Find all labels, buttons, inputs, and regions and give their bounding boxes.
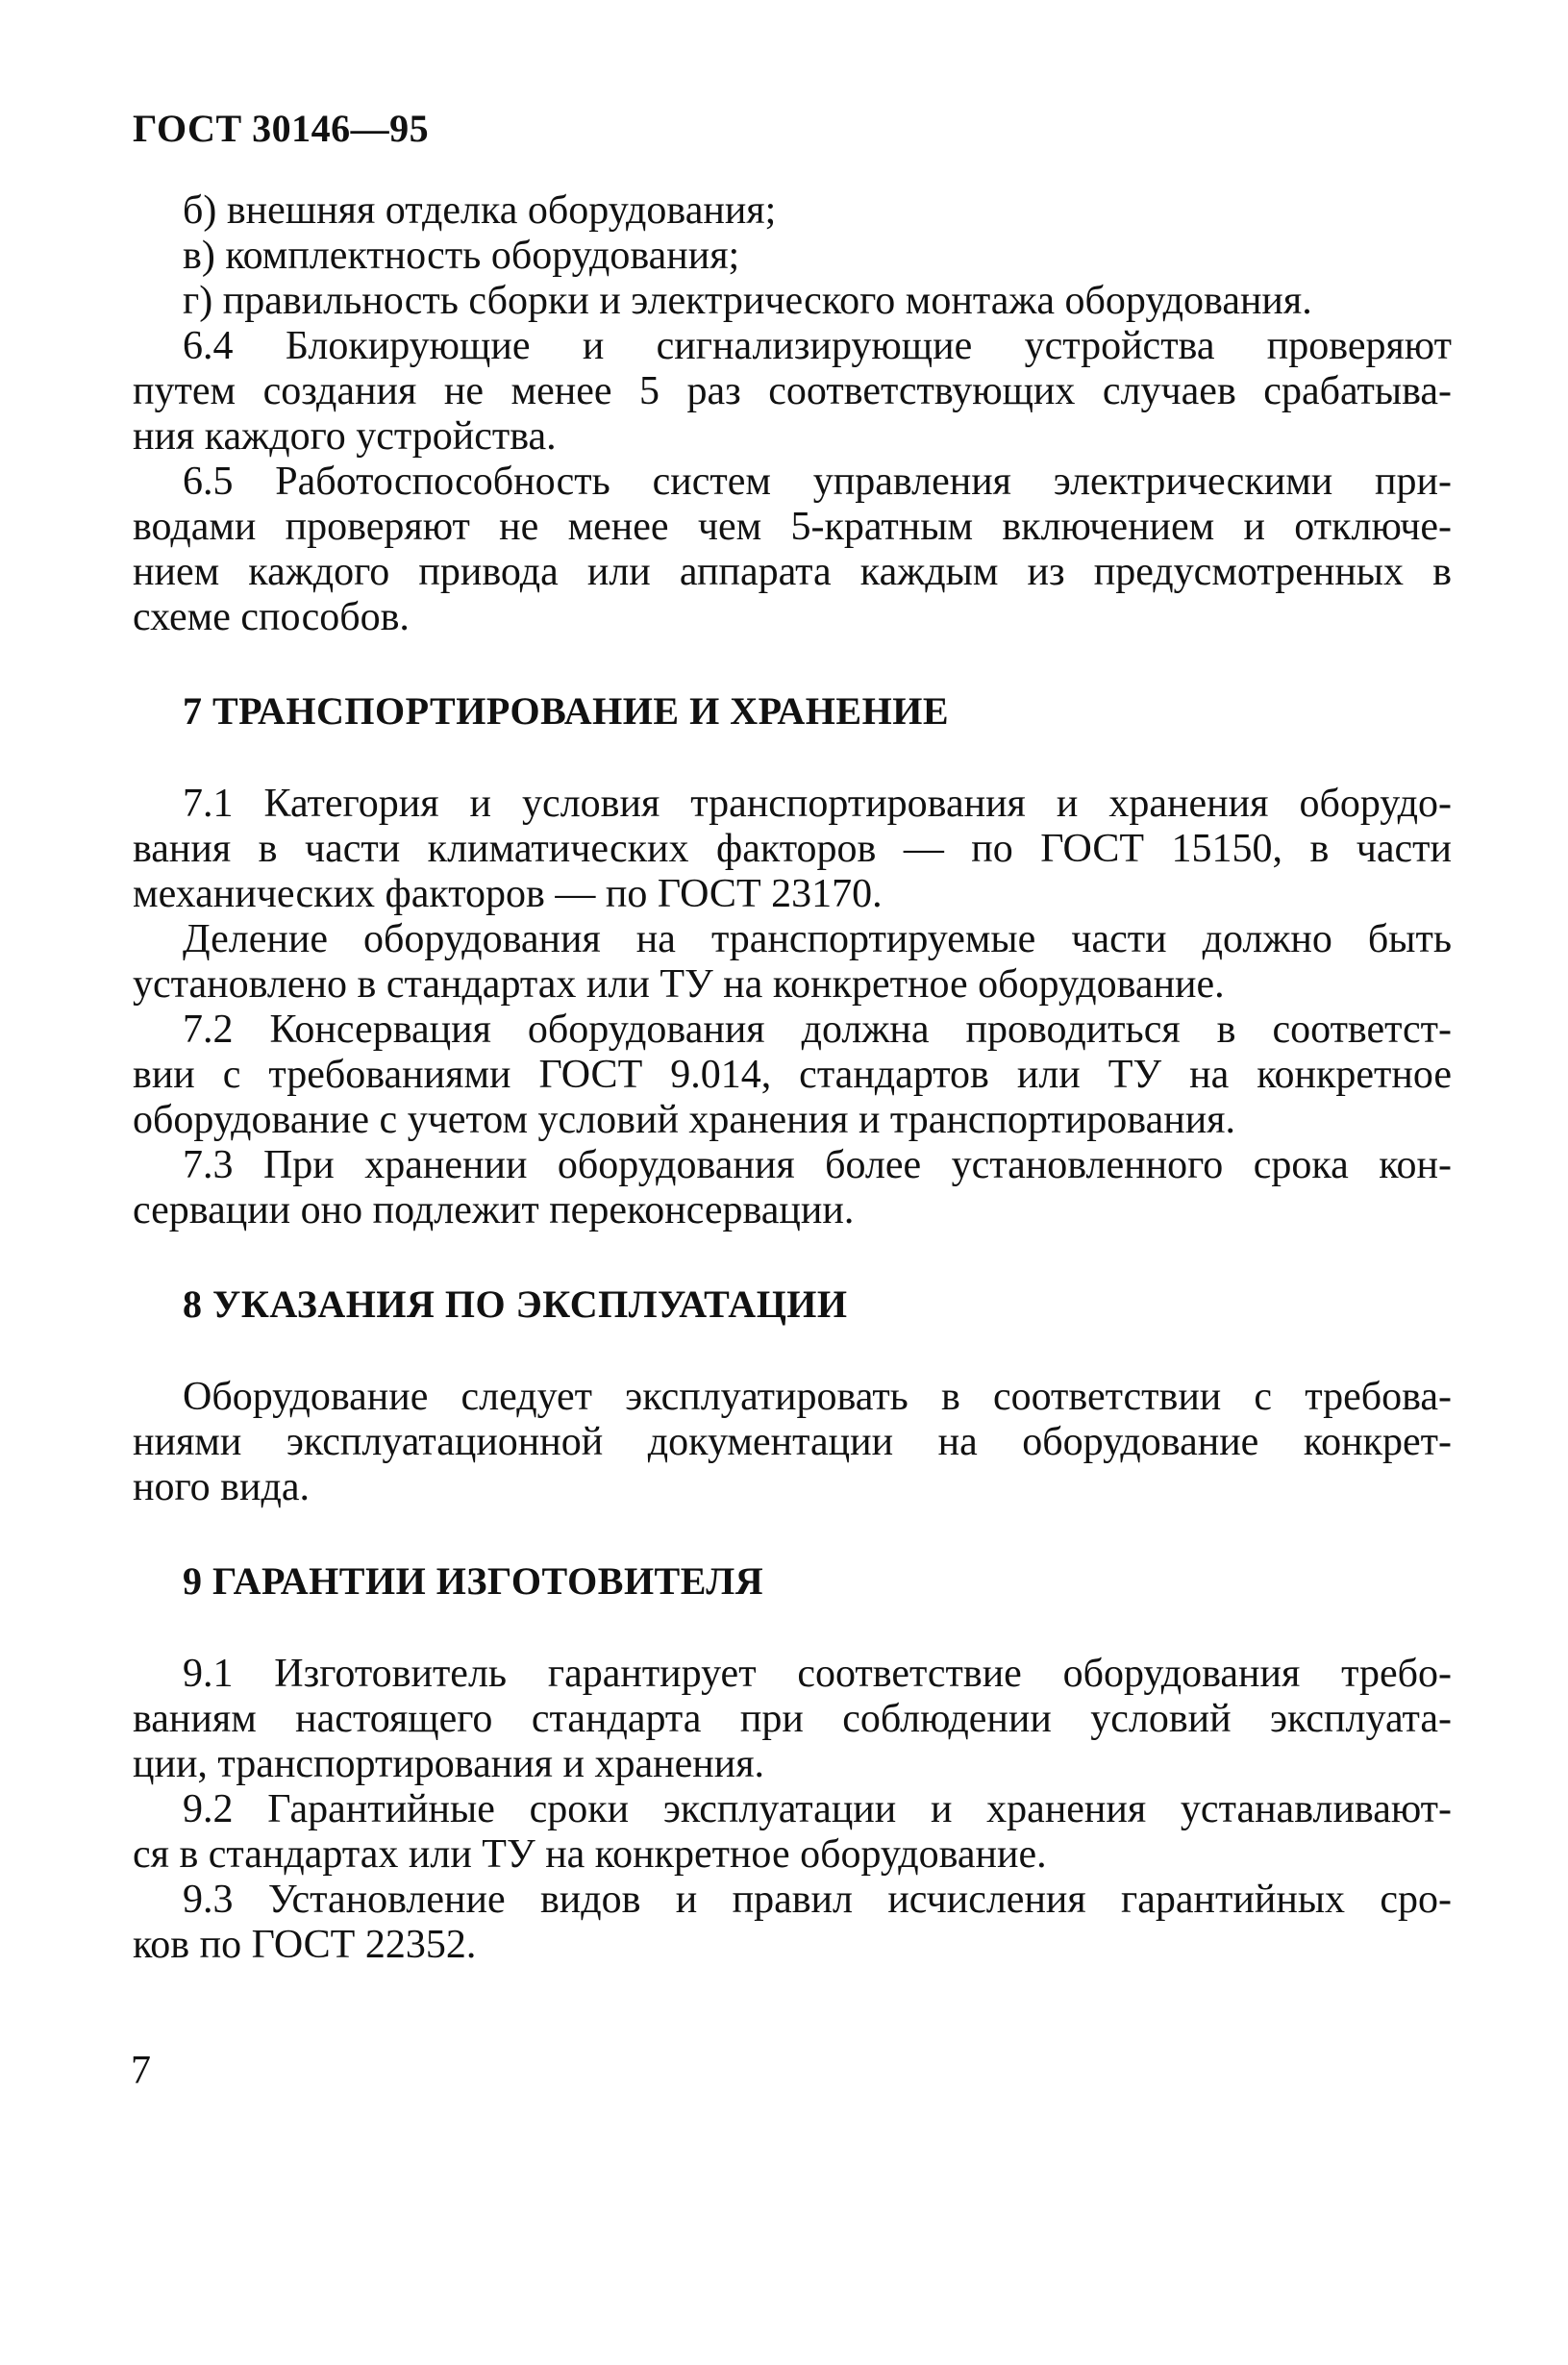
page-number: 7	[131, 2049, 151, 2093]
paragraph-9-3	[133, 1878, 1452, 1968]
paragraph-line: ков по ГОСТ 22352.	[133, 1923, 477, 1967]
paragraph-7-3	[133, 1143, 1452, 1233]
paragraph-line: вания в части климатических факторов — по ГОСТ 15150, в части	[133, 827, 1452, 871]
paragraph-line: 6.5 Работоспособность систем управления электрическими при-	[183, 460, 1452, 504]
paragraph-line: ваниям настоящего стандарта при соблюдении условий эксплуата-	[133, 1697, 1452, 1741]
paragraph-6-4	[133, 324, 1452, 460]
paragraph-line: вии с требованиями ГОСТ 9.014, стандартов или ТУ на конкретное	[133, 1053, 1452, 1097]
paragraph-line: 6.4 Блокирующие и сигнализирующие устройства проверяют	[183, 324, 1452, 368]
paragraph-line: установлено в стандартах или ТУ на конкретное оборудование.	[133, 962, 1225, 1007]
paragraph-line: 7.2 Консервация оборудования должна проводиться в соответст-	[183, 1008, 1452, 1052]
section-9-title: 9 ГАРАНТИИ ИЗГОТОВИТЕЛЯ	[183, 1559, 764, 1603]
list-item: г) правильность сборки и электрического монтажа оборудования.	[183, 279, 1312, 323]
paragraph-7-1	[133, 782, 1452, 917]
paragraph-line: сервации оно подлежит переконсервации.	[133, 1188, 855, 1232]
paragraph-line: нием каждого привода или аппарата каждым из предусмотренных в	[133, 550, 1452, 594]
paragraph-line: ции, транспортирования и хранения.	[133, 1742, 765, 1786]
paragraph-line: ся в стандартах или ТУ на конкретное оборудование.	[133, 1832, 1047, 1877]
paragraph-line: 9.1 Изготовитель гарантирует соответствие оборудования требо-	[183, 1652, 1452, 1696]
paragraph-line: Деление оборудования на транспортируемые части должно быть	[183, 917, 1452, 961]
paragraph-6-5	[133, 460, 1452, 640]
paragraph-line: 9.2 Гарантийные сроки эксплуатации и хранения устанавливают-	[183, 1787, 1452, 1831]
paragraph-line: путем создания не менее 5 раз соответствующих случаев срабатыва-	[133, 369, 1452, 413]
paragraph-line: ниями эксплуатационной документации на оборудование конкрет-	[133, 1420, 1452, 1464]
paragraph-line: ного вида.	[133, 1465, 310, 1509]
paragraph-line: 9.3 Установление видов и правил исчисления гарантийных сро-	[183, 1878, 1452, 1922]
document-body	[133, 188, 1452, 1968]
paragraph-division	[133, 917, 1452, 1008]
section-7-title: 7 ТРАНСПОРТИРОВАНИЕ И ХРАНЕНИЕ	[183, 689, 949, 733]
paragraph-line: Оборудование следует эксплуатировать в соответствии с требова-	[183, 1375, 1452, 1419]
paragraph-line: механических факторов — по ГОСТ 23170.	[133, 872, 883, 916]
equipment-checklist	[183, 188, 1452, 324]
list-item: б) внешняя отделка оборудования;	[183, 188, 777, 233]
paragraph-8	[133, 1375, 1452, 1510]
paragraph-line: ния каждого устройства.	[133, 414, 557, 459]
paragraph-9-2	[133, 1787, 1452, 1878]
paragraph-line: 7.3 При хранении оборудования более установленного срока кон-	[183, 1143, 1452, 1187]
paragraph-line: 7.1 Категория и условия транспортирования и хранения оборудо-	[183, 782, 1452, 826]
section-8-title: 8 УКАЗАНИЯ ПО ЭКСПЛУАТАЦИИ	[183, 1282, 848, 1326]
paragraph-line: водами проверяют не менее чем 5-кратным включением и отключе-	[133, 505, 1452, 549]
paragraph-7-2	[133, 1008, 1452, 1143]
paragraph-9-1	[133, 1652, 1452, 1787]
document-code-header: ГОСТ 30146—95	[133, 107, 430, 150]
list-item: в) комплектность оборудования;	[183, 234, 740, 278]
paragraph-line: оборудование с учетом условий хранения и транспортирования.	[133, 1098, 1236, 1142]
paragraph-line: схеме способов.	[133, 595, 410, 639]
